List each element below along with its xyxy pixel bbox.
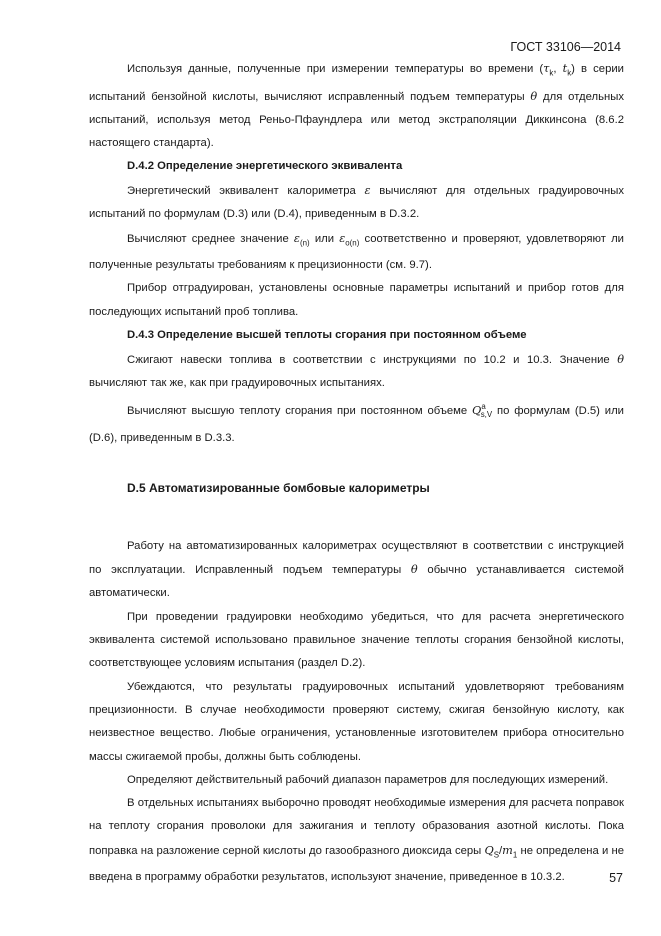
paragraph-burning-samples: Сжигают навески топлива в соответствии с инструкциями по 10.2 и 10.3. Значение θ вычисляют так же, как при градуировочных испытаниях. [89, 352, 624, 389]
paragraph-precision: Убеждаются, что результаты градуировочных испытаний удовлетворяют требованиям прецизионности. В случае необходимости проверяют систему, сжигая бензойную кислоту, как неизвестное вещество. Любые ограничения, установленные изготовителем прибора относительно массы сжигаемой пробы, должны быть соблюдены. [89, 680, 624, 763]
section-heading-d5: D.5 Автоматизированные бомбовые калориметры [127, 480, 430, 495]
page-number: 57 [609, 871, 623, 885]
paragraph-temperature-rise: Используя данные, полученные при измерении температуры во времени ($\tau_k$, $t_k$) в серии испытаний бензойной кислоты, вычисляют исправленный подъем температуры θ для отдельных испытаний, используя метод Реньо-Пфаундлера или метод экстраполяции Диккинсона (8.6.2 настоящего стандарта). [89, 62, 624, 150]
paragraph-energy-equivalent: Энергетический эквивалент калориметра ε вычисляют для отдельных градуировочных испытаний по формулам (D.3) или (D.4), приведенным в D.3.2. [89, 184, 624, 221]
section-heading-d42: D.4.2 Определение энергетического эквивалента [127, 160, 403, 173]
paragraph-mean-value: Вычисляют среднее значение $\varepsilon_{(n)}$ или $\varepsilon_{o(n)}$ соответственно и проверяют, удовлетворяют ли полученные результаты требованиям к прецизионности (см. 9.7). [89, 231, 624, 272]
paragraph-operating-range: Определяют действительный рабочий диапазон параметров для последующих измерений. [127, 773, 609, 786]
paragraph-calibrated: Прибор отградуирован, установлены основные параметры испытаний и прибор готов для последующих испытаний проб топлива. [89, 282, 624, 318]
paragraph-corrections: В отдельных испытаниях выборочно проводят необходимые измерения для расчета поправок на теплоту сгорания проволоки для зажигания и теплоту образования азотной кислоты. Пока поправка на разложение серной кислоты до газообразного диоксида серы $Q_S/m_1$ не определена и не введена в программу обработки результатов, используют значение, приведенное в 10.3.2. [89, 797, 624, 884]
section-heading-d43: D.4.3 Определение высшей теплоты сгорания при постоянном объеме [127, 329, 527, 342]
paragraph-automated-calorimeters: Работу на автоматизированных калориметрах осуществляют в соответствии с инструкцией по эксплуатации. Исправленный подъем температуры θ обычно устанавливается системой автоматически. [89, 539, 624, 600]
paragraph-calibration-check: При проведении градуировки необходимо убедиться, что для расчета энергетического эквивалента системой использовано правильное значение теплоты сгорания бензойной кислоты, соответствующее условиям испытания (раздел D.2). [89, 610, 624, 670]
document-body [89, 57, 624, 890]
paragraph-gross-calorific: Вычисляют высшую теплоту сгорания при постоянном объеме $Q^a_{s,V}$ по формулам (D.5) или (D.6), приведенным в D.3.3. [89, 402, 624, 444]
document-code: ГОСТ 33106—2014 [510, 40, 621, 54]
